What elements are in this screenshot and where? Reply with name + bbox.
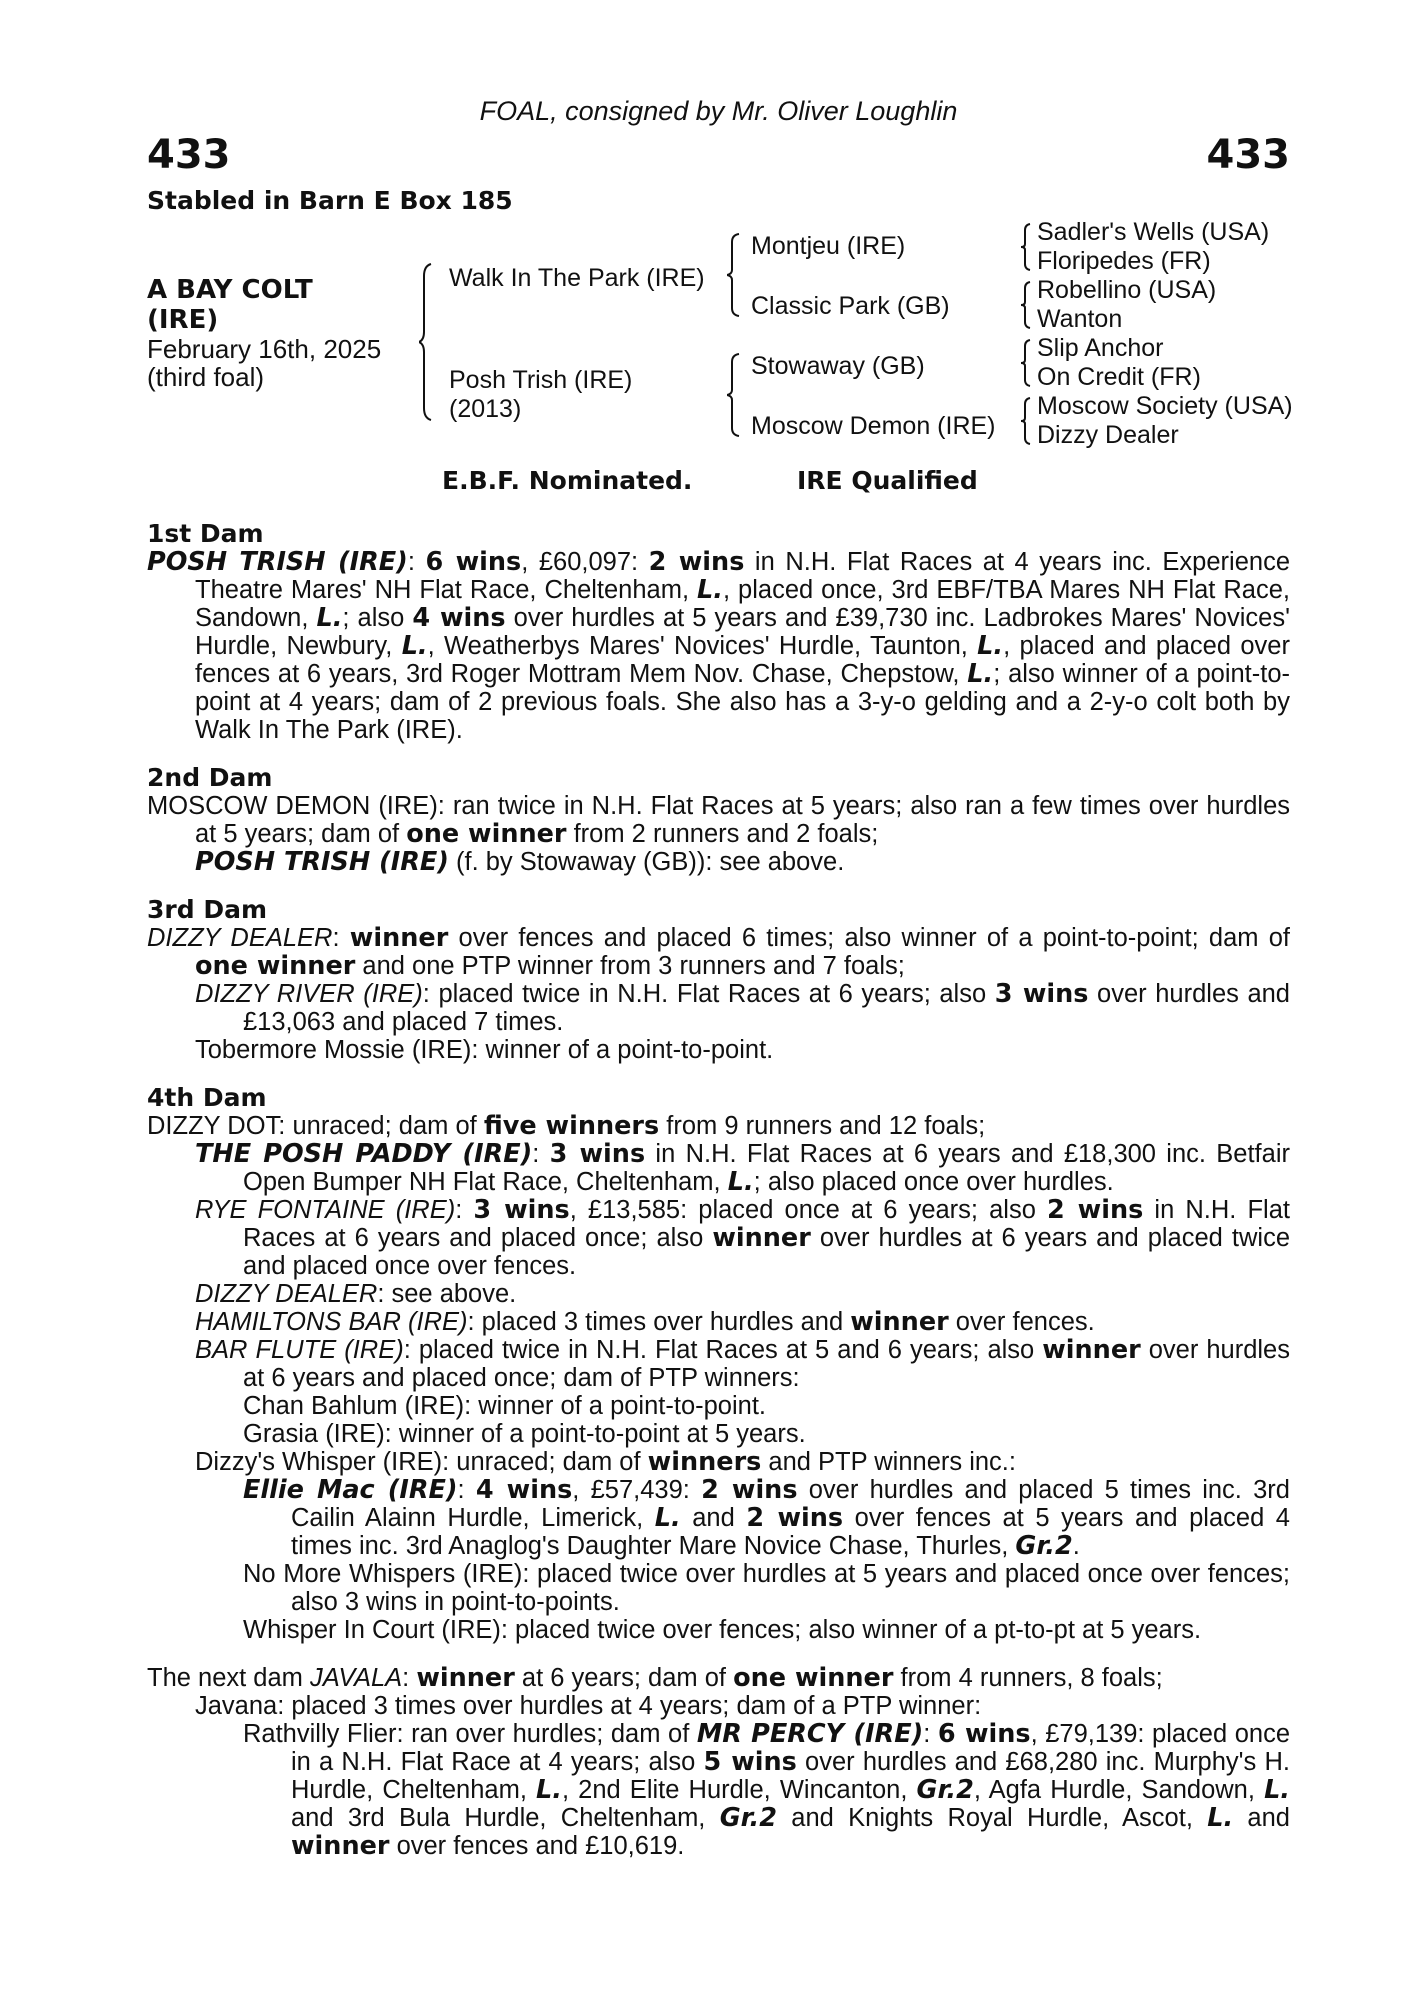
text: and — [1233, 1804, 1290, 1832]
horse-name: HAMILTONS BAR (IRE) — [195, 1308, 468, 1336]
text: 3 wins — [549, 1139, 646, 1169]
text: , 2nd Elite Hurdle, Wincanton, — [561, 1776, 917, 1804]
text: The next dam — [147, 1664, 310, 1692]
sire-brace — [727, 232, 741, 318]
section-heading: 3rd Dam — [147, 895, 267, 924]
pedigree-brace — [419, 262, 435, 422]
text: 2 wins — [648, 547, 745, 577]
horse-name: MR PERCY (IRE) — [696, 1719, 924, 1749]
horse-name: RYE FONTAINE (IRE) — [195, 1196, 456, 1224]
text: and — [680, 1504, 747, 1532]
ggp-8: Dizzy Dealer — [1037, 421, 1179, 449]
ggp-3: Robellino (USA) — [1037, 276, 1217, 304]
produce-entry — [147, 1280, 1290, 1308]
sire-dam: Classic Park (GB) — [751, 292, 950, 320]
ebf-nominated: E.B.F. Nominated. — [442, 466, 693, 495]
text: , £60,097: — [521, 548, 649, 576]
text: at 6 years; dam of — [514, 1664, 734, 1692]
produce-entry — [147, 1308, 1290, 1336]
text: from 9 runners and 12 foals; — [659, 1112, 986, 1140]
horse-name: DIZZY RIVER (IRE) — [195, 980, 423, 1008]
text: : placed twice in N.H. Flat Races at 5 and 6 years; also — [403, 1336, 1043, 1364]
produce-entry — [147, 848, 1290, 876]
text: , Weatherbys Mares' Novices' Hurdle, Taunton, — [427, 632, 978, 660]
ggp-1: Sadler's Wells (USA) — [1037, 218, 1270, 246]
section-heading: 1st Dam — [147, 519, 264, 548]
text: and PTP winners inc.: — [761, 1448, 1016, 1476]
text: 2 wins — [701, 1475, 798, 1505]
ggp-7: Moscow Society (USA) — [1037, 392, 1293, 420]
ggp-2: Floripedes (FR) — [1037, 247, 1211, 275]
text: over fences. — [948, 1308, 1095, 1336]
text: 5 wins — [703, 1747, 797, 1777]
lot-number-left: 433 — [147, 132, 231, 178]
dam-brace — [727, 352, 741, 438]
text: : — [923, 1720, 938, 1748]
horse-name: POSH TRISH (IRE) — [195, 847, 449, 877]
section-heading: 2nd Dam — [147, 763, 273, 792]
dam: Posh Trish (IRE) — [449, 366, 633, 394]
text: : — [455, 1196, 474, 1224]
text: 2 wins — [1047, 1195, 1144, 1225]
text: in N.H. Flat Races at 4 years inc. Experience Theatre Mares' NH Flat Race, Cheltenham, — [195, 548, 1290, 604]
text: over fences at 5 years and placed 4 times inc. 3rd Anaglog's Daughter Mare Novice Chase, Thurles, — [291, 1504, 1290, 1560]
text: winner — [1042, 1335, 1141, 1365]
listed-badge: L. — [401, 631, 428, 661]
second-dam-entry — [147, 792, 1290, 848]
gp-brace-1 — [1020, 222, 1032, 272]
text: one winner — [406, 819, 567, 849]
ire-qualified: IRE Qualified — [797, 466, 978, 495]
listed-badge: L. — [977, 631, 1004, 661]
listed-badge: L. — [316, 603, 343, 633]
text: ; also — [342, 604, 413, 632]
text: : — [332, 924, 350, 952]
consignment-line: FOAL, consigned by Mr. Oliver Loughlin — [479, 96, 958, 126]
text: : placed 3 times over hurdles and — [467, 1308, 851, 1336]
dam-year: (2013) — [449, 395, 522, 423]
produce-entry — [147, 1448, 1290, 1476]
third-dam-entry — [147, 924, 1290, 980]
text: over hurdles and £68,280 inc. Murphy's H. Hurdle, Cheltenham, — [291, 1748, 1290, 1804]
produce-entry — [147, 1720, 1290, 1860]
text: five winners — [483, 1111, 660, 1141]
sire-sire: Montjeu (IRE) — [751, 232, 906, 260]
foaling-date: February 16th, 2025 — [147, 334, 382, 364]
text: over hurdles and £13,063 and placed 7 times. — [243, 980, 1290, 1036]
produce-entry: No More Whispers (IRE): placed twice over hurdles at 5 years and placed once over fences; also 3 wins in point-to-points. — [243, 1560, 1290, 1616]
text: and Knights Royal Hurdle, Ascot, — [777, 1804, 1208, 1832]
gp-brace-2 — [1020, 280, 1032, 330]
text: winner — [349, 923, 449, 953]
text: 4 wins — [412, 603, 506, 633]
next-dam-entry — [147, 1664, 1290, 1692]
text: winner — [850, 1307, 949, 1337]
produce-entry — [147, 1140, 1290, 1196]
dam-name: POSH TRISH (IRE) — [147, 547, 408, 577]
text: : see above. — [377, 1280, 517, 1308]
gp-brace-4 — [1020, 396, 1032, 446]
text: over hurdles at 5 years and £39,730 inc. Ladbrokes Mares' Novices' Hurdle, Newbury, — [195, 604, 1290, 660]
horse-name: DIZZY DEALER — [147, 924, 333, 952]
listed-badge: L. — [1207, 1803, 1234, 1833]
text: over fences and placed 6 times; also winner of a point-to-point; dam of — [448, 924, 1291, 952]
text: and 3rd Bula Hurdle, Cheltenham, — [291, 1804, 720, 1832]
stabling-info: Stabled in Barn E Box 185 — [147, 186, 513, 215]
text: over fences and £10,619. — [389, 1832, 685, 1860]
lot-number-right: 433 — [1206, 132, 1290, 178]
text: over hurdles and placed 5 times inc. 3rd Cailin Alainn Hurdle, Limerick, — [291, 1476, 1290, 1532]
dam-dam: Moscow Demon (IRE) — [751, 412, 996, 440]
gp-brace-3 — [1020, 338, 1032, 388]
group-badge: Gr.2 — [719, 1803, 777, 1833]
horse-name: JAVALA — [310, 1664, 403, 1692]
produce-entry — [147, 980, 1290, 1036]
text: and one PTP winner from 3 runners and 7 foals; — [355, 952, 905, 980]
produce-entry: Javana: placed 3 times over hurdles at 4 years; dam of a PTP winner: — [195, 1692, 982, 1720]
listed-badge: L. — [536, 1775, 562, 1805]
ggp-6: On Credit (FR) — [1037, 363, 1201, 391]
text: . — [1072, 1532, 1080, 1560]
text: : placed twice in N.H. Flat Races at 6 years; also — [422, 980, 995, 1008]
text: DIZZY DOT: unraced; dam of — [147, 1112, 484, 1140]
produce-entry: Whisper In Court (IRE): placed twice over fences; also winner of a pt-to-pt at 5 years. — [243, 1616, 1202, 1644]
section-heading: 4th Dam — [147, 1083, 267, 1112]
text: from 4 runners, 8 foals; — [893, 1664, 1163, 1692]
ggp-4: Wanton — [1037, 305, 1123, 333]
horse-country: (IRE) — [147, 305, 219, 335]
listed-badge: L. — [697, 575, 723, 605]
produce-entry: Chan Bahlum (IRE): winner of a point-to-point. — [243, 1392, 766, 1420]
text: : — [402, 1664, 417, 1692]
horse-name: THE POSH PADDY (IRE) — [195, 1139, 533, 1169]
text: 3 wins — [994, 979, 1089, 1009]
pedigree-notes — [147, 520, 1290, 1860]
text: 6 wins — [425, 547, 522, 577]
listed-badge: L. — [654, 1503, 681, 1533]
text: , Agfa Hurdle, Sandown, — [973, 1776, 1265, 1804]
spacer — [147, 1644, 1290, 1664]
first-dam-entry — [147, 548, 1290, 744]
text: Dizzy's Whisper (IRE): unraced; dam of — [195, 1448, 648, 1476]
text: ; also placed once over hurdles. — [753, 1168, 1114, 1196]
dam-sire: Stowaway (GB) — [751, 352, 925, 380]
produce-entry — [147, 1196, 1290, 1280]
horse-info — [147, 275, 381, 391]
text: 3 wins — [473, 1195, 570, 1225]
produce-entry — [147, 1336, 1290, 1392]
text: : — [532, 1140, 550, 1168]
text: MOSCOW DEMON (IRE): ran twice in N.H. Flat Races at 5 years; also ran a few times over hurdles at 5 years; dam of — [147, 792, 1290, 848]
ggp-5: Slip Anchor — [1037, 334, 1164, 362]
text: Rathvilly Flier: ran over hurdles; dam of — [243, 1720, 697, 1748]
horse-name: Ellie Mac (IRE) — [243, 1475, 458, 1505]
foal-note: (third foal) — [147, 362, 265, 392]
text: : — [407, 548, 426, 576]
listed-badge: L. — [1264, 1775, 1290, 1805]
text: winners — [647, 1447, 762, 1477]
group-badge: Gr.2 — [1015, 1531, 1073, 1561]
text: 4 wins — [475, 1475, 573, 1505]
text: , £13,585: placed once at 6 years; also — [569, 1196, 1048, 1224]
text: 6 wins — [937, 1719, 1031, 1749]
horse-name: BAR FLUTE (IRE) — [195, 1336, 404, 1364]
sire: Walk In The Park (IRE) — [449, 264, 705, 292]
text: one winner — [733, 1663, 894, 1693]
text: winner — [416, 1663, 515, 1693]
text: one winner — [195, 951, 356, 981]
text: winner — [291, 1831, 390, 1861]
horse-name: A BAY COLT — [147, 275, 313, 305]
listed-badge: L. — [967, 659, 994, 689]
fourth-dam-entry — [147, 1112, 1290, 1140]
text: 2 wins — [746, 1503, 844, 1533]
text: ; also winner of a point-to-point at 4 years; dam of 2 previous foals. She also has a 3-y-o gelding and a 2-y-o colt both by Walk In The Park (IRE). — [195, 660, 1290, 744]
produce-entry: Grasia (IRE): winner of a point-to-point at 5 years. — [243, 1420, 806, 1448]
text: winner — [712, 1223, 811, 1253]
text: from 2 runners and 2 foals; — [566, 820, 879, 848]
text: , £79,139: placed once in a N.H. Flat Race at 4 years; also — [291, 1720, 1290, 1776]
group-badge: Gr.2 — [916, 1775, 974, 1805]
text: , placed and placed over fences at 6 years, 3rd Roger Mottram Mem Nov. Chase, Chepstow, — [195, 632, 1290, 688]
text: : — [457, 1476, 476, 1504]
text: in N.H. Flat Races at 6 years and placed once; also — [243, 1196, 1290, 1252]
produce-entry — [147, 1476, 1290, 1560]
text: (f. by Stowaway (GB)): see above. — [448, 848, 845, 876]
text: , placed once, 3rd EBF/TBA Mares NH Flat Race, Sandown, — [195, 576, 1290, 632]
produce-entry: Tobermore Mossie (IRE): winner of a point-to-point. — [195, 1036, 774, 1064]
listed-badge: L. — [727, 1167, 754, 1197]
text: over hurdles at 6 years and placed once; dam of PTP winners: — [243, 1336, 1290, 1392]
text: , £57,439: — [572, 1476, 702, 1504]
text: over hurdles at 6 years and placed twice and placed once over fences. — [243, 1224, 1290, 1280]
text: in N.H. Flat Races at 6 years and £18,300 inc. Betfair Open Bumper NH Flat Race, Cheltenham, — [243, 1140, 1290, 1196]
horse-name: DIZZY DEALER — [195, 1280, 378, 1308]
